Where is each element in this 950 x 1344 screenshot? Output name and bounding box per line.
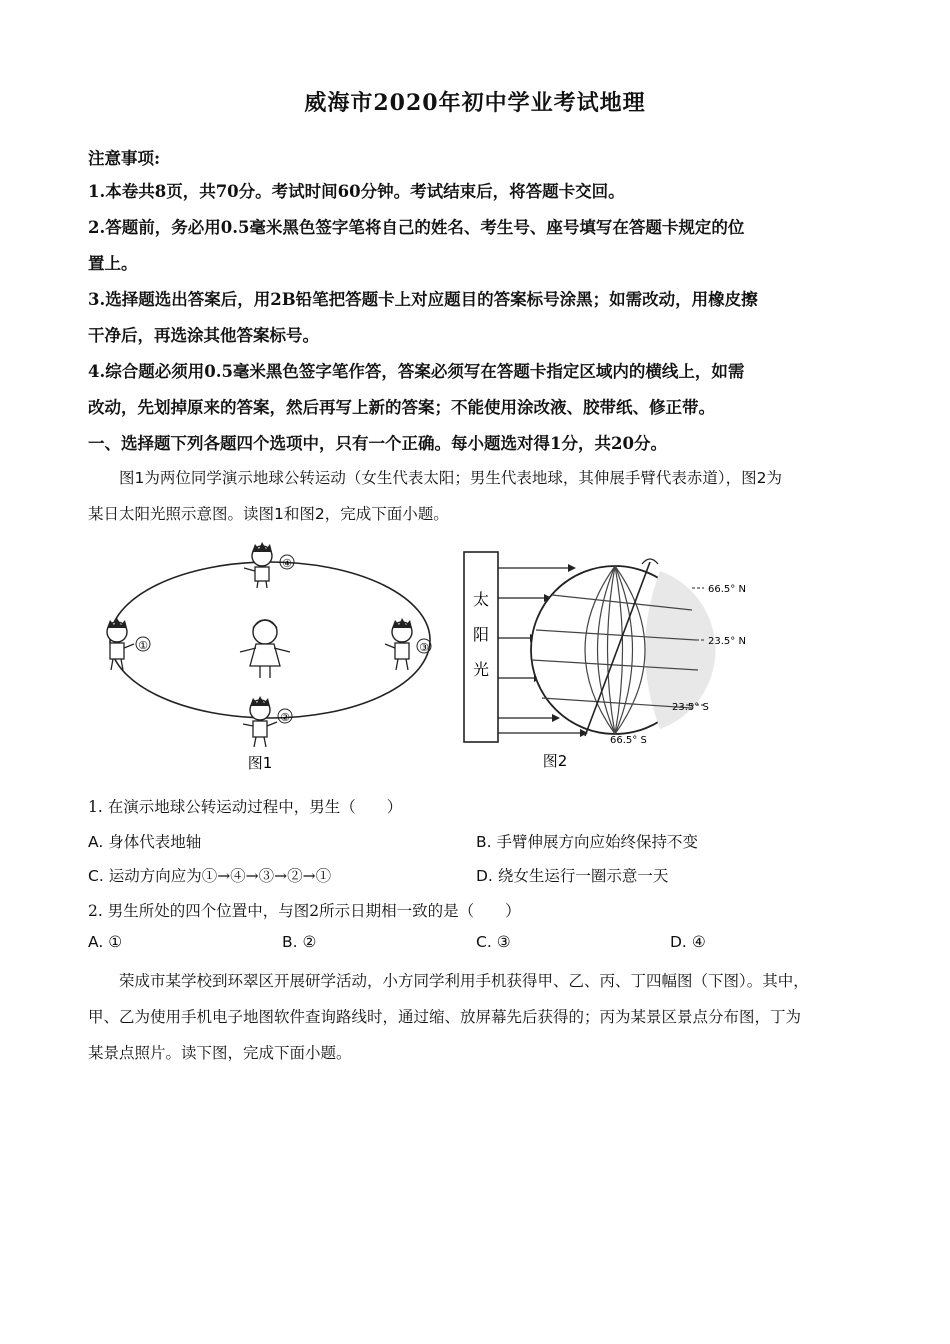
q2-option-a[interactable]: A. ① [88, 933, 123, 951]
passage2-line3: 某景点照片。读下图，完成下面小题。 [88, 1044, 352, 1062]
q1-option-b[interactable]: B. 手臂伸展方向应始终保持不变 [476, 833, 699, 851]
figure1-label-4: ④ [282, 557, 292, 570]
figure1-label-2: ② [280, 711, 290, 724]
passage2-line2: 甲、乙为使用手机电子地图软件查询路线时，通过缩、放屏幕先后获得的；丙为某景区景点分布图，丁为 [88, 1008, 802, 1026]
figure2-caption: 图2 [542, 752, 568, 770]
passage1-line1: 图1为两位同学演示地球公转运动（女生代表太阳；男生代表地球，其伸展手臂代表赤道），图2为 [119, 469, 782, 487]
sunlight-box [464, 552, 498, 742]
sun-label-char-3: 光 [472, 660, 490, 679]
lat-label-66n: 66.5° N [708, 584, 746, 595]
notice-heading: 注意事项: [88, 149, 161, 168]
notice-item-3-cont: 干净后，再选涂其他答案标号。 [88, 326, 319, 345]
section-heading: 一、选择题下列各题四个选项中，只有一个正确。每小题选对得1分，共20分。 [88, 434, 667, 453]
figure1-caption: 图1 [247, 754, 273, 772]
notice-item-1: 1.本卷共8页，共70分。考试时间60分钟。考试结束后，将答题卡交回。 [88, 182, 625, 201]
notice-item-2-cont: 置上。 [88, 254, 138, 273]
page-title: 威海市2020年初中学业考试地理 [304, 90, 646, 116]
q1-option-a[interactable]: A. 身体代表地轴 [88, 833, 202, 851]
girl-sun-figure [240, 620, 290, 678]
q1-option-d[interactable]: D. 绕女生运行一圈示意一天 [476, 867, 669, 885]
question-2-stem: 2. 男生所处的四个位置中，与图2所示日期相一致的是（ ） [88, 902, 521, 920]
figure-1-orbit-diagram [90, 540, 450, 780]
lat-label-23s: 23.5° S [672, 702, 709, 713]
notice-item-3: 3.选择题选出答案后，用2B铅笔把答题卡上对应题目的答案标号涂黑；如需改动，用橡皮擦 [88, 290, 758, 309]
passage1-line2: 某日太阳光照示意图。读图1和图2，完成下面小题。 [88, 505, 449, 523]
q2-option-b[interactable]: B. ② [282, 933, 317, 951]
passage2-line1: 荣成市某学校到环翠区开展研学活动，小方同学利用手机获得甲、乙、丙、丁四幅图（下图）。其中， [119, 972, 809, 990]
notice-item-4: 4.综合题必须用0.5毫米黑色签字笔作答，答案必须写在答题卡指定区域内的横线上，如需 [88, 362, 745, 381]
question-1-stem: 1. 在演示地球公转运动过程中，男生（ ） [88, 798, 403, 816]
sun-label-char-1: 太 [472, 590, 490, 609]
sun-label-char-2: 阳 [472, 625, 490, 644]
notice-item-4-cont: 改动，先划掉原来的答案，然后再写上新的答案；不能使用涂改液、胶带纸、修正带。 [88, 398, 715, 417]
q2-option-c[interactable]: C. ③ [476, 933, 511, 951]
lat-label-66s: 66.5° S [610, 735, 647, 746]
lat-label-23n: 23.5° N [708, 636, 746, 647]
q2-option-d[interactable]: D. ④ [670, 933, 706, 951]
figure1-label-1: ① [138, 639, 148, 652]
figure-2-sunlight-diagram [460, 540, 760, 775]
q1-option-c[interactable]: C. 运动方向应为①→④→③→②→① [88, 867, 332, 885]
notice-item-2: 2.答题前，务必用0.5毫米黑色签字笔将自己的姓名、考生号、座号填写在答题卡规定的位 [88, 218, 745, 237]
figure1-label-3: ③ [419, 641, 429, 654]
